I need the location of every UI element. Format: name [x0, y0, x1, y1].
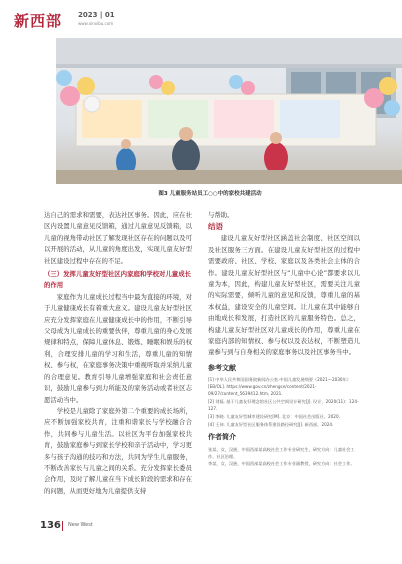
event-photo-illustration: [56, 38, 402, 184]
left-column: [44, 210, 192, 497]
paragraph: 学校是儿童除了家庭外第二个重要的成长场所，应不断加强家校共育，注重和谐家长与学校融合合作，共同参与儿童生活。以社区为平台加强家校共育，鼓励家庭参与到家长学校和亲子活动中，学习更多与孩子沟通的技巧和方法，共同为学生儿童服务，不断改善家长与儿童之间的关系。充分发挥家长委员会作用，及时了解儿童在当下成长阶段的需求和存在的问题，从而更好地为儿童提供支持: [44, 406, 192, 495]
paragraph: 家庭作为儿童成长过程当中最为直接的环境，对于儿童健康成长有着重大意义。建设儿童友好型社区应充分发挥家庭在儿童健康成长中的作用，不断引导父母成为儿童成长的重要伙伴，尊重儿童的身心发展规律和特点，保障儿童休息、锻炼、睡眠和娱乐的权利，合理安排儿童的学习和生活，尊重儿童的知情权、参与权，在家庭事务决策中重视听取并采纳儿童的合理意见。教育引导儿童增强家庭和社会责任意识，鼓励儿童参与到力所能及的家务活动或者社区志愿活动当中。: [44, 292, 192, 404]
section-title-conclusion: 结语: [208, 222, 223, 232]
footer-divider: [62, 521, 63, 531]
references-title: 参考文献: [208, 363, 236, 372]
reference-item: [4] 王伟. 儿童友好型社区服务体系建设路径研究[J]. 新西部，2024.: [208, 422, 334, 428]
subsection-heading: （三）发挥儿童友好型社区内家庭和学校对儿童成长的作用: [44, 270, 191, 290]
page-header: [0, 0, 402, 40]
reference-item: [3] 李晓. 儿童友好型城市建设研究[M]. 北京：中国社会出版社，2020.: [208, 414, 340, 420]
figure-caption: 图3 儿童服务站员工○○中的家校共建活动: [158, 191, 262, 197]
paragraph: 与帮助。: [208, 211, 234, 219]
right-column: [208, 210, 360, 467]
author-bio-title: 作者简介: [208, 433, 236, 442]
event-photo: [56, 38, 402, 184]
page-number: 136: [40, 520, 61, 531]
reference-item: [1] 中华人民共和国国务院新闻办公室.中国儿童发展纲要（2021—2030年）[EB/OL]. https://www.gov.cn/zhengce/content/2021-09/27/content_5639412.htm, 2021.: [208, 377, 351, 397]
journal-name: New West: [68, 522, 93, 528]
page-footer: [40, 520, 360, 532]
paragraph: 建设儿童友好型社区涵盖社会制度、社区空间以及社区服务三方面。在建设儿童友好型社区的过程中需要政府、社区、学校、家庭以及各类社会主体的合作。建设儿童友好型社区与“儿童中心论”都要求以儿童为本，因此，构建儿童友好型社区，需要关注儿童的实际需要，倾听儿童的意见和反馈，尊重儿童的基本权益，建设安全的儿童空间。让儿童在其中能够自由地成长和发展，打造社区的儿童服务特色。总之，构建儿童友好型社区对儿童成长的作用，尊重儿童在家庭内部的知情权、参与权以及表达权，不断塑造儿童参与到与自身相关的家庭事务以及社区事务当中。: [208, 234, 360, 357]
reference-item: [2] 刘磊. 基于儿童友好理念的社区公共空间设计研究[J]. 设计，2020(11)：124-127.: [208, 399, 359, 412]
author-bio: 李某，女，汉族，中国西部某高校社会工作专业副教授，研究方向：社会工作。: [208, 460, 355, 466]
author-bio: 张某，女，汉族，中国西部某高校社会工作专业研究生，研究方向：儿童社会工作、社区治理。: [208, 446, 355, 459]
issue-website: www.xinxibu.com: [78, 21, 114, 26]
journal-logo: 新西部: [14, 12, 63, 30]
paragraph: 达自己的需求和需要，表达社区事务。因此，应在社区内设置儿童意见反馈箱，通过儿童意见反馈箱，以儿童的视角带动社区了解发现社区存在的问题以及可以开展的活动，从儿童的角度出发，实现儿童友好型社区建设过程中存在的不足。: [44, 211, 192, 265]
issue-number: 2023 | 01: [78, 11, 115, 19]
